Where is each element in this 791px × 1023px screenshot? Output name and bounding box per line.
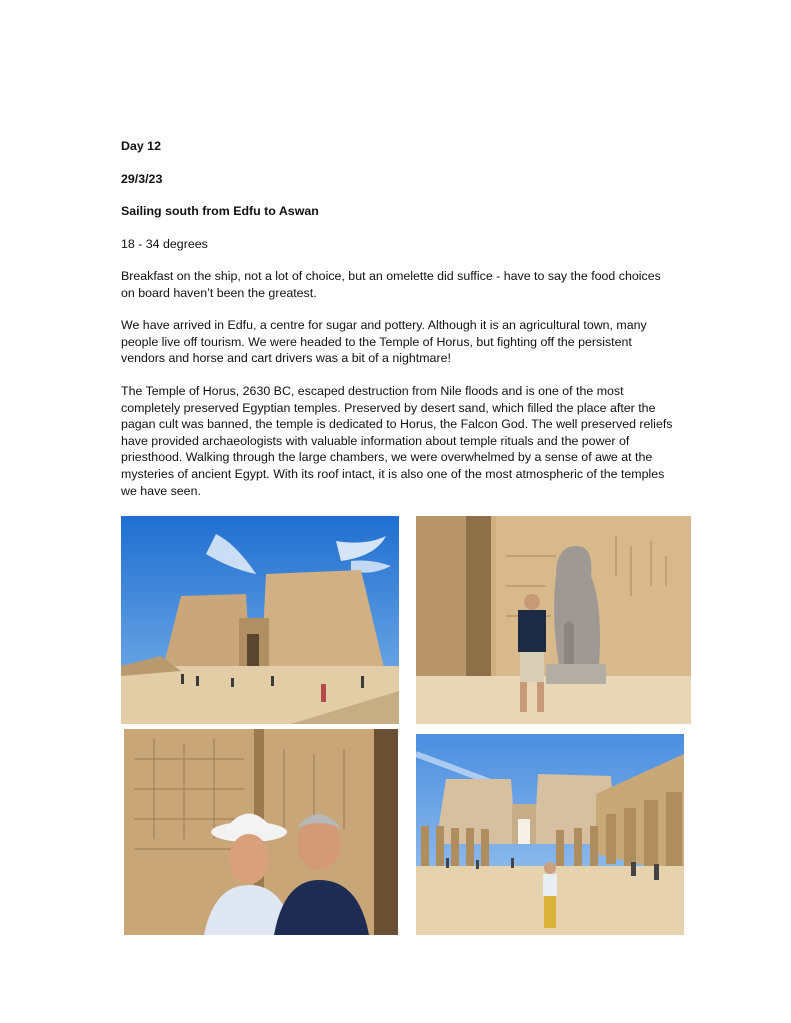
photo-falcon-statue bbox=[416, 516, 691, 724]
paragraph-edfu: We have arrived in Edfu, a centre for sugar and pottery. Although it is an agricultural town, many people live off tourism. We were headed to the Temple of Horus, but fighting off the persistent vendors and horse and cart drivers was a bit of a nightmare! bbox=[121, 318, 647, 366]
photo-temple-pylon bbox=[121, 516, 399, 724]
photo-couple-selfie bbox=[124, 729, 398, 935]
route-heading: Sailing south from Edfu to Aswan bbox=[121, 204, 319, 218]
photo-courtyard bbox=[416, 734, 684, 935]
paragraph-breakfast: Breakfast on the ship, not a lot of choice, but an omelette did suffice - have to say the food choices on board haven’t been the greatest. bbox=[121, 269, 661, 300]
paragraph-temple-horus: The Temple of Horus, 2630 BC, escaped destruction from Nile floods and is one of the most completely preserved Egyptian temples. Preserved by desert sand, which filled the place after the pagan cult was banned, the temple is dedicated to Horus, the Falcon God. The well preserved reliefs have provided archaeologists with valuable information about temple rituals and the power of priesthood. Walking through the large chambers, we were overwhelmed by a sense of awe at the mysteries of ancient Egypt. With its roof intact, it is also one of the most atmospheric of the temples we have seen. bbox=[121, 384, 673, 498]
temperature-line: 18 - 34 degrees bbox=[121, 237, 208, 251]
date-heading: 29/3/23 bbox=[121, 172, 163, 186]
day-heading: Day 12 bbox=[121, 139, 161, 153]
